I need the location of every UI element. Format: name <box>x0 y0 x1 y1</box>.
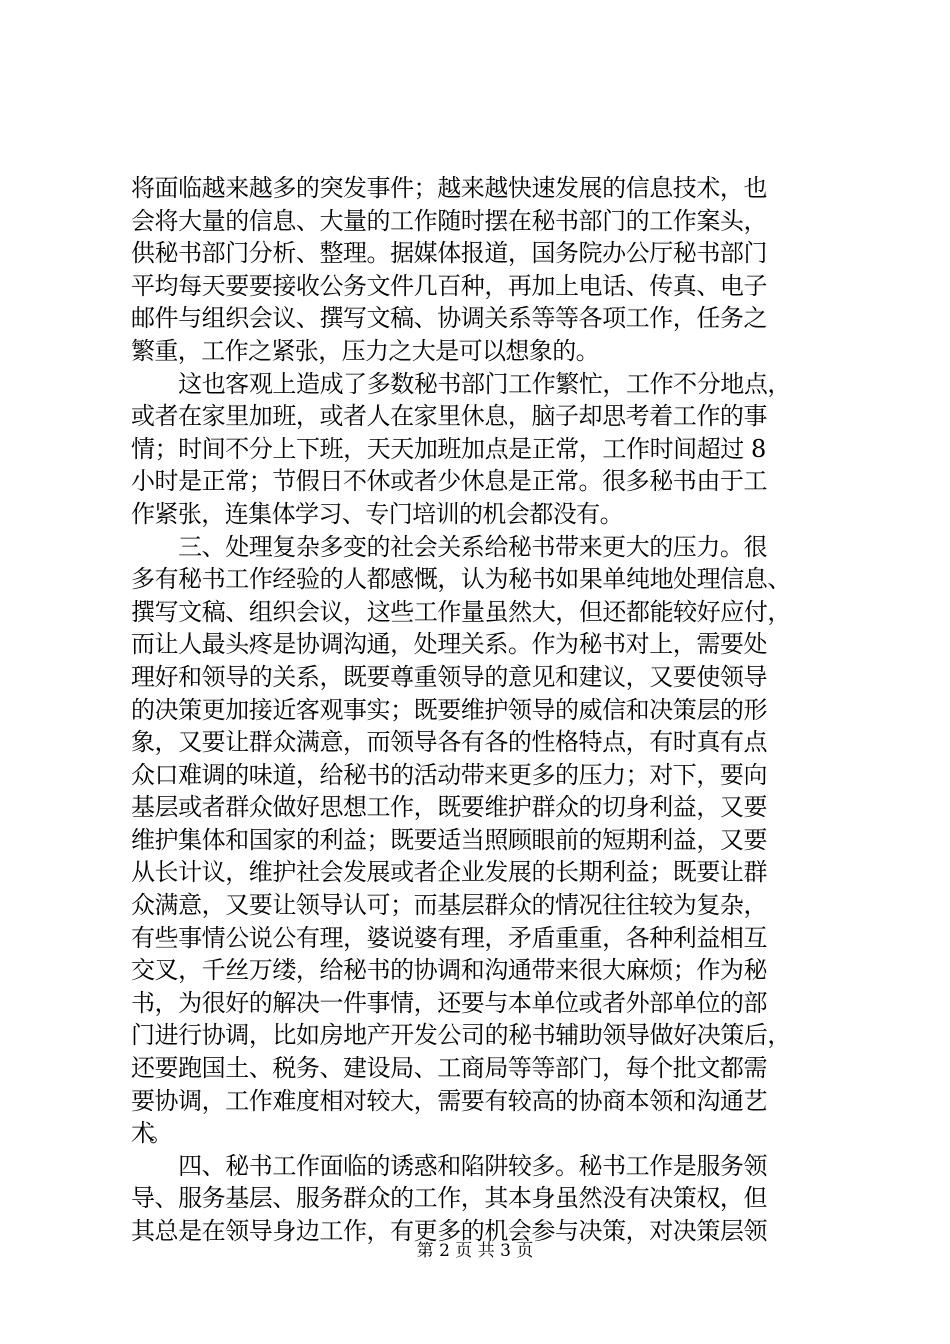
text-line: 众口难调的味道，给秘书的活动带来更多的压力；对下，要向 <box>131 760 767 789</box>
text-line: 多有秘书工作经验的人都感慨，认为秘书如果单纯地处理信息、 <box>131 565 791 594</box>
text-line: 众满意，又要让领导认可；而基层群众的情况往往较为复杂， <box>131 891 767 920</box>
text-line: 小时是正常；节假日不休或者少休息是正常。很多秘书由于工 <box>131 467 767 496</box>
text-line: 将面临越来越多的突发事件；越来越快速发展的信息技术，也 <box>131 174 767 202</box>
text-line: 供秘书部门分析、整理。据媒体报道，国务院办公厅秘书部门 <box>131 239 767 268</box>
text-line: 导、服务基层、服务群众的工作，其本身虽然没有决策权，但 <box>131 1184 767 1213</box>
text-line: 理好和领导的关系，既要尊重领导的意见和建议，又要使领导 <box>131 662 767 691</box>
text-line: 术。 <box>131 1119 167 1148</box>
text-line: 情；时间不分上下班，天天加班加点是正常，工作时间超过 8 <box>131 434 766 463</box>
text-line: 繁重，工作之紧张，压力之大是可以想象的。 <box>131 336 599 365</box>
text-line: 会将大量的信息、大量的工作随时摆在秘书部门的工作案头， <box>131 206 767 235</box>
text-line: 要协调，工作难度相对较大，需要有较高的协商本领和沟通艺 <box>131 1086 767 1115</box>
text-line: 的决策更加接近客观事实；既要维护领导的威信和决策层的形 <box>131 695 767 724</box>
document-body <box>131 172 831 1248</box>
text-line: 门进行协调，比如房地产开发公司的秘书辅助领导做好决策后， <box>131 1021 791 1050</box>
text-line: 三、处理复杂多变的社会关系给秘书带来更大的压力。很 <box>131 532 767 561</box>
page-footer: 第 2 页 共 3 页 <box>416 1241 534 1261</box>
text-line: 而让人最头疼是协调沟通，处理关系。作为秘书对上，需要处 <box>131 630 767 659</box>
text-line: 象，又要让群众满意，而领导各有各的性格特点，有时真有点 <box>131 728 767 757</box>
text-line: 四、秘书工作面临的诱惑和陷阱较多。秘书工作是服务领 <box>131 1151 767 1180</box>
text-line: 这也客观上造成了多数秘书部门工作繁忙，工作不分地点， <box>131 369 791 398</box>
text-line: 作紧张，连集体学习、专门培训的机会都没有。 <box>131 499 623 528</box>
text-line: 维护集体和国家的利益；既要适当照顾眼前的短期利益，又要 <box>131 825 767 854</box>
text-line: 从长计议，维护社会发展或者企业发展的长期利益；既要让群 <box>131 858 767 887</box>
text-line: 平均每天要要接收公务文件几百种，再加上电话、传真、电子 <box>131 271 767 300</box>
text-line: 交叉，千丝万缕，给秘书的协调和沟通带来很大麻烦；作为秘 <box>131 956 767 985</box>
text-line: 撰写文稿、组织会议，这些工作量虽然大，但还都能较好应付， <box>131 597 791 626</box>
text-line: 或者在家里加班，或者人在家里休息，脑子却思考着工作的事 <box>131 402 767 431</box>
text-line: 还要跑国土、税务、建设局、工商局等等部门，每个批文都需 <box>131 1054 767 1083</box>
text-line: 有些事情公说公有理，婆说婆有理，矛盾重重，各种利益相互 <box>131 923 767 952</box>
text-line: 基层或者群众做好思想工作，既要维护群众的切身利益，又要 <box>131 793 767 822</box>
text-line: 邮件与组织会议、撰写文稿、协调关系等等各项工作，任务之 <box>131 304 767 333</box>
text-line: 书，为很好的解决一件事情，还要与本单位或者外部单位的部 <box>131 988 767 1017</box>
text-line: 其总是在领导身边工作，有更多的机会参与决策，对决策层领 <box>131 1217 767 1245</box>
